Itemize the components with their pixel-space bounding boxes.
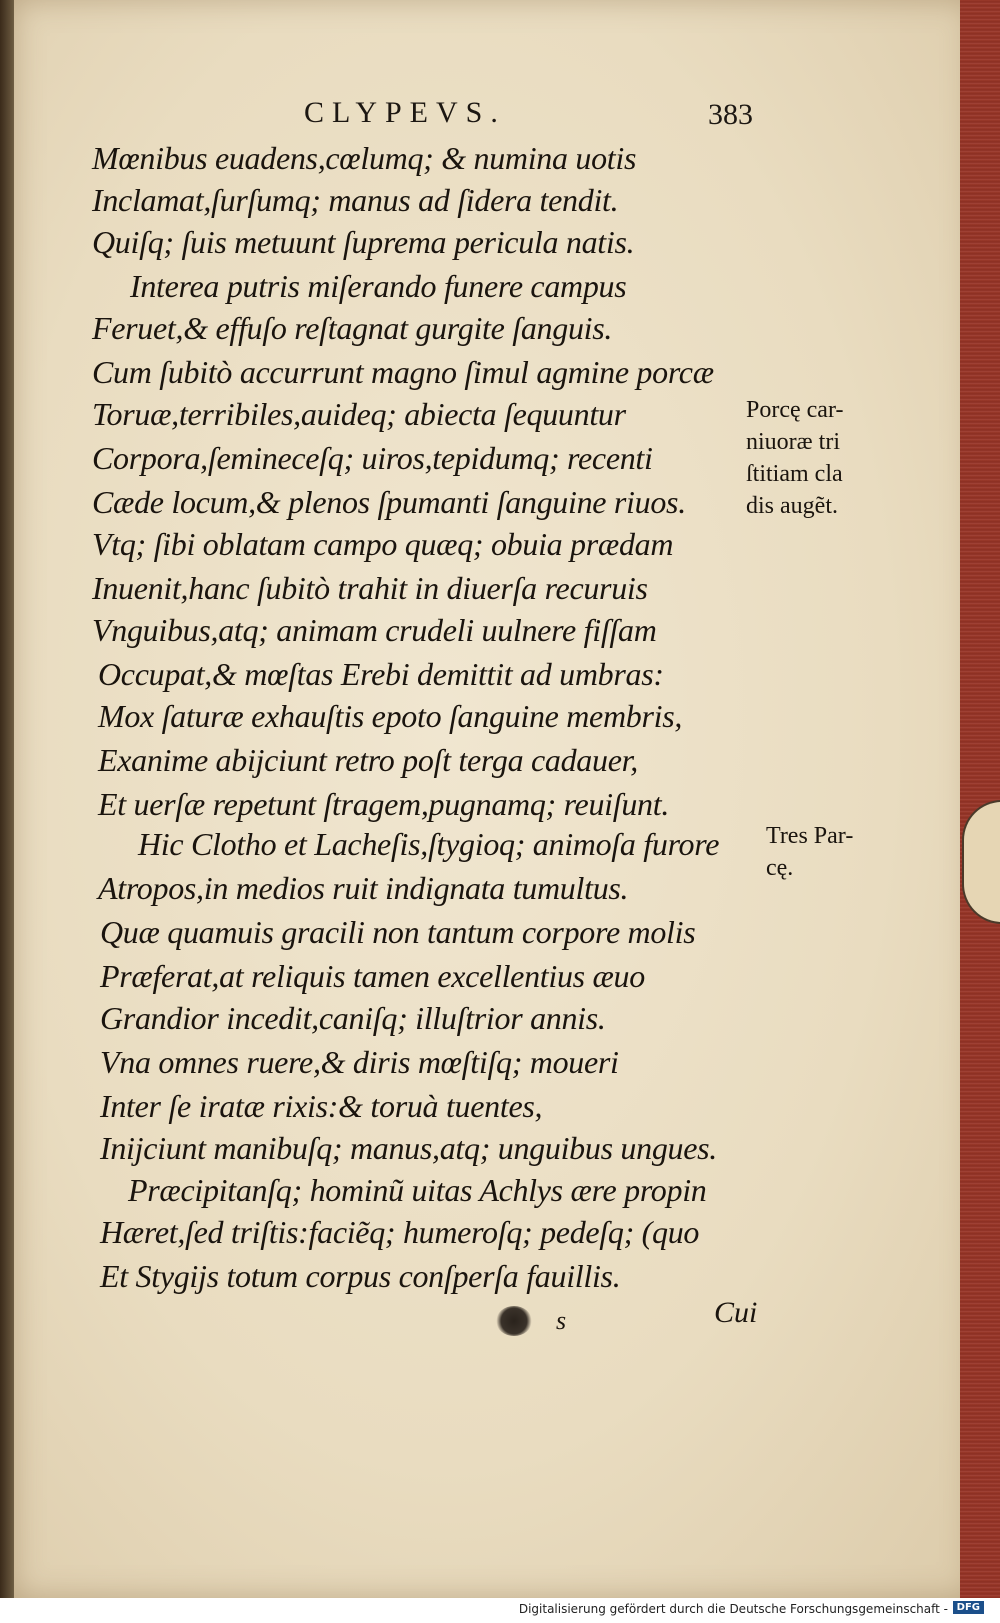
red-fore-edge [960,0,1000,1598]
marginal-note-line: cę. [766,855,794,881]
verse-line: Vnguibus,atq; animam crudeli uulnere fiſſam [92,612,657,648]
verse-line: Mox ſaturæ exhauſtis epoto ſanguine membris, [98,698,683,734]
marginal-note-line: Tres Par- [766,823,854,849]
verse-line: Mœnibus euadens,cœlumq; & numina uotis [92,140,637,176]
marginal-note-2 [766,820,853,884]
dfg-logo: DFG [953,1601,984,1614]
marginal-note-1 [746,394,843,522]
verse-line: Grandior incedit,caniſq; illuſtrior annis. [100,1000,606,1036]
verse-line: Toruæ,terribiles,auideq; abiecta ſequuntur [92,396,626,432]
verse-line: Hic Clotho et Lacheſis,ſtygioq; animoſa furore [138,826,720,862]
verse-line: Præferat,at reliquis tamen excellentius æuo [100,958,645,994]
verse-line: Cæde locum,& plenos ſpumanti ſanguine riuos. [92,484,686,520]
running-head: CLYPEVS. [304,96,506,129]
verse-line: Inijciunt manibuſq; manus,atq; unguibus ungues. [100,1130,717,1166]
verse-line: Occupat,& mœſtas Erebi demittit ad umbras: [98,656,664,692]
verse-line: Vtq; ſibi oblatam campo quæq; obuia prædam [92,526,674,562]
verse-line: Inuenit,hanc ſubitò trahit in diuerſa recuruis [92,570,648,606]
marginal-note-line: dis augẽt. [746,493,838,519]
verse-line: Corpora,ſemineceſq; uiros,tepidumq; recenti [92,440,653,476]
verse-line: Interea putris miſerando funere campus [130,268,627,304]
funding-credit: Digitalisierung gefördert durch die Deutsche Forschungsgemeinschaft - [518,1602,948,1616]
marginal-note-line: ſtitiam cla [746,461,843,487]
catchword: Cui [714,1296,758,1329]
folio-number: 383 [708,98,753,131]
verse-line: Hæret,ſed triſtis:faciẽq; humeroſq; pedeſq; (quo [100,1214,700,1250]
verse-line: Quæ quamuis gracili non tantum corpore molis [100,914,696,950]
paper-page [14,0,972,1598]
verse-line: Et Stygijs totum corpus conſperſa fauillis. [100,1258,621,1294]
verse-line: Et uerſæ repetunt ſtragem,pugnamq; reuiſunt. [98,786,670,822]
verse-line: Quiſq; ſuis metuunt ſuprema pericula natis. [92,224,635,260]
signature-mark: s [556,1306,567,1335]
verse-line: Cum ſubitò accurrunt magno ſimul agmine porcæ [92,354,714,390]
verse-line: Præcipitanſq; hominũ uitas Achlys ære propin [128,1172,707,1208]
marginal-note-line: niuoræ tri [746,429,840,455]
verse-line: Atropos,in medios ruit indignata tumultus. [98,870,629,906]
ink-blot [496,1306,532,1336]
verse-line: Exanime abijciunt retro poſt terga cadauer, [98,742,638,778]
thumb-tab [962,800,1000,924]
verse-line: Inter ſe iratæ rixis:& toruà tuentes, [100,1088,543,1124]
verse-line: Inclamat,ſurſumq; manus ad ſidera tendit. [92,182,619,218]
marginal-note-line: Porcę car- [746,397,844,423]
verse-line: Feruet,& effuſo reſtagnat gurgite ſanguis. [92,310,613,346]
verse-line: Vna omnes ruere,& diris mœſtiſq; moueri [100,1044,619,1080]
